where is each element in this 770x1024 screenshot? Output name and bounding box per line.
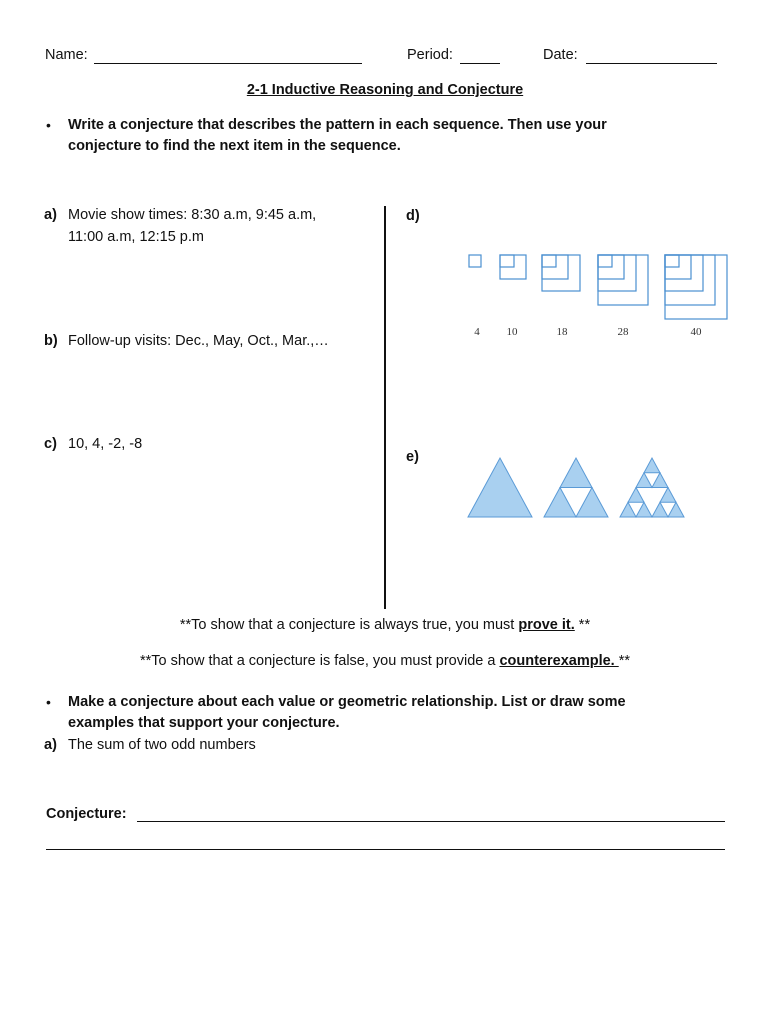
note-counter-pre: **To show that a conjecture is false, you must provide a bbox=[139, 653, 500, 669]
period-label: Period: bbox=[407, 47, 453, 63]
figure-d-label-3: 18 bbox=[556, 326, 568, 338]
instruction-1-line2: conjecture to find the next item in the sequence. bbox=[68, 138, 401, 154]
bullet-1: • bbox=[46, 117, 51, 133]
instruction-1-line1: Write a conjecture that describes the pattern in each sequence. Then use your bbox=[68, 117, 607, 133]
instruction-2-line2: examples that support your conjecture. bbox=[68, 715, 340, 731]
figure-d-label-4: 28 bbox=[617, 326, 629, 338]
note-prove-post: ** bbox=[574, 617, 591, 633]
problem-c-text: 10, 4, -2, -8 bbox=[68, 436, 143, 452]
square-fig-4-l1 bbox=[598, 255, 612, 267]
note-counter-post: ** bbox=[618, 653, 631, 669]
triangle-stage-1 bbox=[468, 458, 532, 517]
note-prove-key: prove it. bbox=[518, 617, 575, 633]
figure-d-squares bbox=[460, 245, 740, 325]
instruction-2-line1: Make a conjecture about each value or geometric relationship. List or draw some bbox=[68, 694, 626, 710]
square-fig-4-l3 bbox=[598, 255, 636, 291]
figure-e-triangles bbox=[460, 455, 690, 525]
note-prove bbox=[0, 617, 770, 633]
problem-b-label: b) bbox=[44, 333, 58, 349]
section2-problem-a-label: a) bbox=[44, 737, 57, 753]
note-counterexample bbox=[0, 653, 770, 669]
problem-b-text: Follow-up visits: Dec., May, Oct., Mar.,… bbox=[68, 333, 329, 349]
note-counter-key: counterexample. bbox=[499, 653, 619, 669]
section2-problem-a-text: The sum of two odd numbers bbox=[68, 737, 256, 753]
problem-e-label: e) bbox=[406, 449, 419, 465]
square-fig-4-l4 bbox=[598, 255, 648, 305]
figure-d-label-5: 40 bbox=[690, 326, 702, 338]
square-fig-1 bbox=[469, 255, 481, 267]
conjecture-label: Conjecture: bbox=[46, 806, 127, 822]
conjecture-answer-line-2[interactable] bbox=[46, 849, 725, 850]
figure-d-label-2: 10 bbox=[506, 326, 518, 338]
name-label: Name: bbox=[45, 47, 88, 63]
date-field[interactable] bbox=[586, 63, 717, 64]
square-fig-5-l1 bbox=[665, 255, 679, 267]
square-fig-3-inner bbox=[542, 255, 556, 267]
problem-c-label: c) bbox=[44, 436, 57, 452]
problem-a-text-line1: Movie show times: 8:30 a.m, 9:45 a.m, bbox=[68, 207, 317, 223]
date-label: Date: bbox=[543, 47, 578, 63]
square-fig-2-inner bbox=[500, 255, 514, 267]
name-field[interactable] bbox=[94, 63, 362, 64]
bullet-2: • bbox=[46, 694, 51, 710]
square-fig-5-l3 bbox=[665, 255, 703, 291]
note-prove-pre: **To show that a conjecture is always true, you must bbox=[179, 617, 519, 633]
square-fig-3-outer bbox=[542, 255, 580, 291]
figure-d-label-1: 4 bbox=[474, 326, 480, 338]
square-fig-5-l5 bbox=[665, 255, 727, 319]
square-fig-5-l4 bbox=[665, 255, 715, 305]
page-title: 2-1 Inductive Reasoning and Conjecture bbox=[246, 82, 524, 98]
problem-a-text-line2: 11:00 a.m, 12:15 p.m bbox=[68, 229, 204, 245]
period-field[interactable] bbox=[460, 63, 500, 64]
problem-a-label: a) bbox=[44, 207, 57, 223]
conjecture-answer-line-1[interactable] bbox=[137, 821, 725, 822]
column-divider bbox=[384, 206, 386, 609]
problem-d-label: d) bbox=[406, 208, 420, 224]
